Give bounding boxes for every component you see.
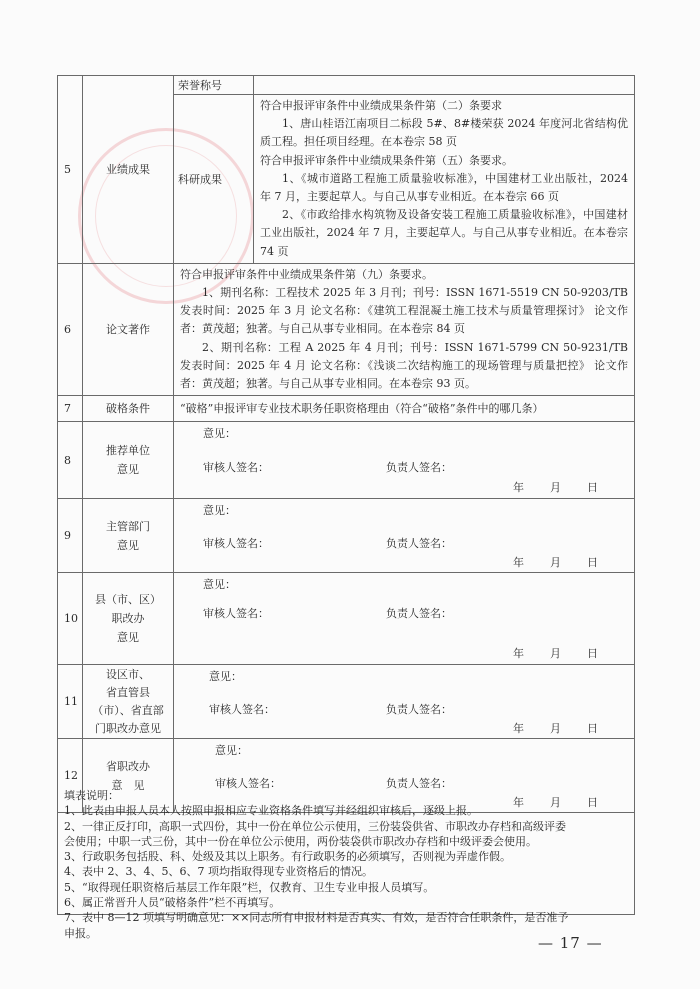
item-line: 推荐单位: [106, 444, 150, 458]
year-label: 年: [513, 556, 524, 570]
date-line: [513, 720, 598, 736]
honor-label: 荣誉称号: [174, 76, 254, 95]
row-number: 10: [58, 573, 83, 665]
leader-signature-label: 负责人签名：: [386, 703, 452, 717]
row-number: 12: [58, 739, 83, 813]
day-label: 日: [587, 796, 598, 810]
opinion-cell[interactable]: [174, 573, 635, 665]
application-form-table: [57, 75, 635, 813]
opinion-label: 意见：: [203, 427, 236, 441]
reviewer-signature-label: 审核人签名：: [203, 461, 269, 475]
note-item: 会使用；中职一式三份，其中一份在单位公示使用，两份装袋供市职改办存档和中级评委会使用。: [64, 834, 537, 848]
opinion-label: 意见：: [209, 670, 242, 684]
paper-line: 符合申报评审条件中业绩成果条件第（九）条要求。: [180, 267, 433, 281]
row-number: 7: [58, 396, 83, 422]
papers-content: [174, 263, 635, 395]
date-line: [513, 645, 598, 661]
research-line: 符合申报评审条件中业绩成果条件第（五）条要求。: [260, 153, 513, 167]
item-line: 意见: [117, 538, 139, 552]
item-line: 设区市、: [106, 667, 150, 681]
opinion-cell[interactable]: [174, 422, 635, 499]
item-line: 意见: [117, 631, 139, 645]
row-8: [58, 422, 635, 499]
item-name: 破格条件: [83, 396, 174, 422]
day-label: 日: [587, 722, 598, 736]
row-number: 8: [58, 422, 83, 499]
filling-instructions: [57, 786, 635, 940]
page-number: — 17 —: [538, 934, 603, 952]
reviewer-signature-label: 审核人签名：: [209, 703, 275, 717]
day-label: 日: [587, 556, 598, 570]
item-line: 省职改办: [106, 759, 150, 773]
reviewer-signature-label: 审核人签名：: [215, 777, 281, 791]
row-number: 6: [58, 263, 83, 395]
research-line: 1、《城市道路工程施工质量验收标准》，中国建材工业出版社，2024 年 7 月，主要起草人。与自己从事专业相近。在本卷宗 66 页: [260, 171, 628, 204]
item-name: [83, 573, 174, 665]
exception-reason: “破格”申报评审专业技术职务任职资格理由（符合“破格”条件中的哪几条）: [174, 396, 635, 422]
note-item: 7、表中 8—12 项填写明确意见：××同志所有申报材料是否真实、有效，是否符合任职条件，是否准予: [64, 911, 569, 925]
opinion-cell[interactable]: [174, 499, 635, 573]
month-label: 月: [550, 722, 561, 736]
note-item: 2、一律正反打印，高职一式四份，其中一份在单位公示使用，三份装袋供省、市职改办存档和高级评委: [64, 819, 566, 833]
day-label: 日: [587, 481, 598, 495]
research-line: 1、唐山桂语江南项目二标段 5#、8#楼荣获 2024 年度河北省结构优质工程。担任项目经理。在本卷宗 58 页: [260, 117, 628, 149]
row-9: [58, 499, 635, 573]
item-name: [83, 422, 174, 499]
note-item: 1、此表由申报人员本人按照申报相应专业资格条件填写并经组织审核后，逐级上报。: [64, 804, 478, 818]
row-number: 9: [58, 499, 83, 573]
month-label: 月: [550, 796, 561, 810]
row-5-honor: [58, 76, 635, 95]
item-line: 省直管县: [106, 685, 150, 699]
reviewer-signature-label: 审核人签名：: [203, 537, 269, 551]
item-name: [83, 665, 174, 739]
item-line: 主管部门: [106, 519, 150, 533]
opinion-cell[interactable]: [174, 665, 635, 739]
note-item: 申报。: [64, 926, 97, 940]
research-content: [254, 95, 635, 264]
paper-line: 2、期刊名称：工程 A 2025 年 4 月刊；刊号：ISSN 1671-5799 CN 50-9231/TB 发表时间：2025 年 4 月 论文名称：《浅谈二次结构施工的现场管理与质量把控》 论文作者：黄茂超；独著。与自己从事专业相同。在本卷宗 93 页。: [180, 340, 628, 391]
note-item: 3、行政职务包括股、科、处级及其以上职务。有行政职务的必须填写，否则视为弄虚作假。: [64, 850, 511, 864]
item-name: 论文著作: [83, 263, 174, 395]
note-item: 4、表中 2、3、4、5、6、7 项均指取得现专业资格后的情况。: [64, 865, 373, 879]
research-line: 符合申报评审条件中业绩成果条件第（二）条要求: [260, 99, 502, 112]
reviewer-signature-label: 审核人签名：: [203, 607, 269, 621]
item-line: 意见: [117, 463, 139, 477]
honor-value[interactable]: [254, 76, 635, 95]
year-label: 年: [513, 481, 524, 495]
date-line: [513, 554, 598, 570]
item-line: 门职改办意见: [95, 721, 161, 735]
month-label: 月: [550, 556, 561, 570]
leader-signature-label: 负责人签名：: [386, 607, 452, 621]
date-line: [513, 479, 598, 495]
opinion-label: 意见：: [215, 744, 248, 758]
day-label: 日: [587, 647, 598, 661]
row-11: [58, 665, 635, 739]
row-10: [58, 573, 635, 665]
row-6: [58, 263, 635, 395]
item-line: 意 见: [111, 778, 145, 792]
note-item: 5、“取得现任职资格后基层工作年限”栏，仅教育、卫生专业申报人员填写。: [64, 880, 435, 894]
research-line: 2、《市政给排水构筑物及设备安装工程施工质量验收标准》，中国建材工业出版社，2024 年 7 月，主要起草人。与自己从事专业相近。在本卷宗 74 页: [260, 208, 628, 258]
paper-line: 1、期刊名称：工程技术 2025 年 3 月刊；刊号：ISSN 1671-5519 CN 50-9203/TB 发表时间：2025 年 3 月 论文名称：《建筑工程混凝土施工技术与质量管理探讨》 论文作者：黄茂超；独著。与自己从事专业相同。在本卷宗 84 页: [180, 286, 628, 336]
month-label: 月: [550, 481, 561, 495]
item-line: 职改办: [111, 612, 145, 626]
note-item: 6、属正常晋升人员“破格条件”栏不再填写。: [64, 896, 281, 910]
row-number: 5: [58, 76, 83, 264]
research-label: 科研成果: [174, 95, 254, 264]
year-label: 年: [513, 722, 524, 736]
row-number: 11: [58, 665, 83, 739]
item-line: 县（市、区）: [95, 593, 161, 607]
leader-signature-label: 负责人签名：: [386, 537, 452, 551]
item-name: 业绩成果: [83, 76, 174, 264]
leader-signature-label: 负责人签名：: [386, 777, 452, 791]
year-label: 年: [513, 647, 524, 661]
month-label: 月: [550, 647, 561, 661]
notes-title: 填表说明：: [64, 789, 119, 802]
item-line: （市）、省直部: [92, 703, 164, 717]
opinion-label: 意见：: [203, 578, 236, 592]
year-label: 年: [513, 796, 524, 810]
leader-signature-label: 负责人签名：: [386, 461, 452, 475]
opinion-label: 意见：: [203, 504, 236, 518]
item-name: [83, 499, 174, 573]
row-7: [58, 396, 635, 422]
